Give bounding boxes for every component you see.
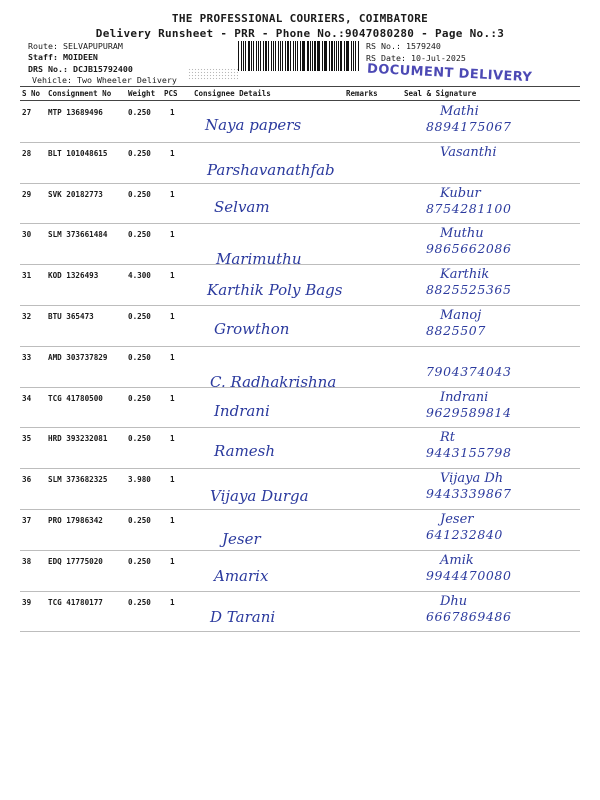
row-consignment: BLT 101048615 xyxy=(48,148,108,158)
row-pcs: 1 xyxy=(170,148,175,158)
row-sno: 34 xyxy=(22,393,32,403)
row-consignment: EDQ 17775020 xyxy=(48,556,103,566)
row-signature: Amik xyxy=(440,552,474,568)
row-sno: 36 xyxy=(22,475,32,485)
table-row xyxy=(0,469,600,510)
row-consignment: MTP 13689496 xyxy=(48,108,103,117)
barcode xyxy=(238,41,360,71)
row-consignee: Ramesh xyxy=(214,442,276,461)
row-consignment: HRD 393232081 xyxy=(48,434,108,444)
row-sno: 32 xyxy=(22,312,32,321)
row-consignee: D Tarani xyxy=(210,607,276,626)
print-noise xyxy=(188,68,238,80)
table-row xyxy=(0,184,600,225)
row-weight: 0.250 xyxy=(128,352,151,362)
table-row xyxy=(0,143,600,184)
row-consignee: Jeser xyxy=(222,530,261,548)
row-pcs: 1 xyxy=(170,393,175,403)
row-weight: 3.980 xyxy=(128,475,151,485)
header-bottom-rule xyxy=(20,100,580,101)
row-consignment: SVK 20182773 xyxy=(48,189,103,199)
row-phone: 9865662086 xyxy=(426,241,512,257)
row-phone: 6667869486 xyxy=(426,608,512,624)
table-row xyxy=(0,428,600,469)
row-pcs: 1 xyxy=(170,516,175,525)
rs-number: RS No.: 1579240 xyxy=(366,41,441,51)
row-consignee: Indrani xyxy=(214,401,270,420)
row-phone: 8825507 xyxy=(426,323,486,338)
row-weight: 0.250 xyxy=(128,312,151,321)
row-consignee: Parshavanathfab xyxy=(207,160,335,179)
row-phone: 641232840 xyxy=(426,527,503,542)
row-consignee: Karthik Poly Bags xyxy=(207,281,343,300)
row-consignment: BTU 365473 xyxy=(48,312,94,321)
row-signature: Dhu xyxy=(440,593,468,609)
row-phone: 7904374043 xyxy=(426,363,512,379)
row-pcs: 1 xyxy=(170,475,175,485)
row-signature: Rt xyxy=(440,430,456,446)
table-row xyxy=(0,102,600,143)
col-remarks: Remarks xyxy=(346,89,378,98)
row-pcs: 1 xyxy=(170,312,175,321)
runsheet-title: Delivery Runsheet - PRR - Phone No.:9047080280 - Page No.:3 xyxy=(95,27,505,40)
row-weight: 4.300 xyxy=(128,271,151,281)
row-weight: 0.250 xyxy=(128,108,151,117)
table-row xyxy=(0,510,600,551)
table-row xyxy=(0,265,600,306)
col-sno: S No xyxy=(22,89,41,98)
row-sno: 38 xyxy=(22,556,32,566)
row-sno: 33 xyxy=(22,352,32,362)
row-consignee: Growthon xyxy=(214,320,290,338)
row-signature: Vasanthi xyxy=(440,144,497,160)
row-sno: 37 xyxy=(22,516,32,525)
row-divider xyxy=(20,631,580,632)
row-consignment: AMD 303737829 xyxy=(48,352,108,362)
row-sno: 35 xyxy=(22,434,32,444)
row-signature: Muthu xyxy=(440,226,484,242)
col-pcs: PCS xyxy=(164,89,178,98)
row-signature: Manoj xyxy=(440,308,482,323)
row-pcs: 1 xyxy=(170,556,175,566)
document-delivery-stamp: DOCUMENT DELIVERY xyxy=(366,61,533,86)
row-signature: Indrani xyxy=(440,389,489,405)
staff-info: Staff: MOIDEEN xyxy=(28,52,98,62)
row-weight: 0.250 xyxy=(128,230,151,240)
row-weight: 0.250 xyxy=(128,597,151,607)
col-consignment: Consignment No xyxy=(48,89,112,98)
row-pcs: 1 xyxy=(170,271,175,281)
row-consignee: Vijaya Durga xyxy=(210,487,309,506)
route-info: Route: SELVAPUPURAM xyxy=(28,41,123,51)
header-top-rule xyxy=(20,86,580,87)
row-pcs: 1 xyxy=(170,189,175,199)
col-seal-signature: Seal & Signature xyxy=(404,89,477,98)
row-weight: 0.250 xyxy=(128,434,151,444)
row-consignment: TCG 41780177 xyxy=(48,597,103,607)
row-consignee: C. Radhakrishna xyxy=(210,372,337,391)
company-title: THE PROFESSIONAL COURIERS, COIMBATORE xyxy=(171,12,429,25)
row-weight: 0.250 xyxy=(128,556,151,566)
row-signature: Vijaya Dh xyxy=(440,471,504,487)
row-sno: 29 xyxy=(22,189,32,199)
row-consignee: Selvam xyxy=(214,197,270,216)
rs-date: RS Date: 10-Jul-2025 xyxy=(366,53,466,63)
row-consignment: PRO 17986342 xyxy=(48,516,103,525)
row-signature: Mathi xyxy=(440,104,479,119)
drs-info: DRS No.: DCJB15792400 xyxy=(28,64,133,74)
row-sno: 39 xyxy=(22,597,32,607)
row-weight: 0.250 xyxy=(128,393,151,403)
row-sno: 27 xyxy=(22,108,32,117)
row-phone: 8825525365 xyxy=(426,282,512,298)
row-phone: 9629589814 xyxy=(426,404,512,420)
row-signature: Jeser xyxy=(440,512,474,527)
col-weight: Weight xyxy=(128,89,156,98)
table-row xyxy=(0,592,600,633)
row-consignment: SLM 373661484 xyxy=(48,230,108,240)
row-phone: 9443155798 xyxy=(426,445,512,461)
vehicle-info: Vehicle: Two Wheeler Delivery xyxy=(32,75,177,85)
row-weight: 0.250 xyxy=(128,516,151,525)
row-consignee: Naya papers xyxy=(205,116,302,134)
table-row xyxy=(0,551,600,592)
row-phone: 9443339867 xyxy=(426,486,512,502)
row-signature: Kubur xyxy=(440,185,481,201)
row-pcs: 1 xyxy=(170,597,175,607)
row-consignee: Amarix xyxy=(214,566,269,585)
row-signature: Karthik xyxy=(440,267,490,283)
row-sno: 28 xyxy=(22,148,32,158)
row-consignment: SLM 373682325 xyxy=(48,475,108,485)
row-consignee: Marimuthu xyxy=(216,250,302,269)
row-weight: 0.250 xyxy=(128,189,151,199)
row-pcs: 1 xyxy=(170,230,175,240)
row-pcs: 1 xyxy=(170,434,175,444)
row-pcs: 1 xyxy=(170,352,175,362)
col-consignee: Consignee Details xyxy=(194,89,271,98)
row-pcs: 1 xyxy=(170,108,175,117)
table-row xyxy=(0,347,600,391)
row-consignment: TCG 41780500 xyxy=(48,393,103,403)
table-row xyxy=(0,306,600,347)
row-phone: 9944470080 xyxy=(426,567,512,583)
row-sno: 30 xyxy=(22,230,32,240)
row-weight: 0.250 xyxy=(128,148,151,158)
table-row xyxy=(0,224,600,269)
table-row xyxy=(0,388,600,429)
row-phone: 8754281100 xyxy=(426,200,512,216)
row-consignment: KOD 1326493 xyxy=(48,271,99,281)
row-sno: 31 xyxy=(22,271,32,281)
row-phone: 8894175067 xyxy=(426,119,512,134)
